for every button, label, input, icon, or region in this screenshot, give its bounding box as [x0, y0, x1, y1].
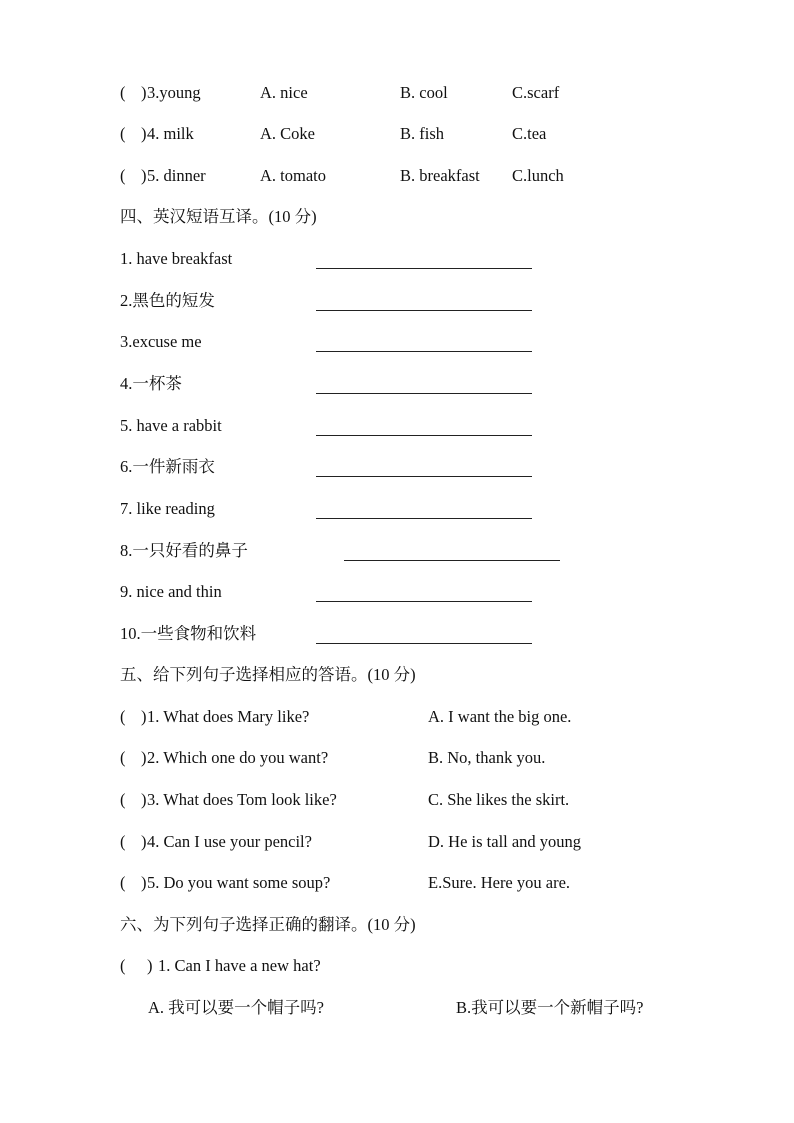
answer-line[interactable]: [316, 435, 532, 436]
option-b: B.我可以要一个新帽子吗?: [456, 998, 644, 1017]
answer-line[interactable]: [316, 476, 532, 477]
answer-paren[interactable]: ( ): [120, 748, 147, 767]
question: 1. Can I have a new hat?: [158, 956, 321, 975]
option-c: C.lunch: [512, 166, 564, 185]
phrase: 2.黑色的短发: [120, 291, 215, 310]
answer-paren[interactable]: ( ): [120, 83, 147, 102]
option-b: B. cool: [400, 83, 448, 102]
answer-option: D. He is tall and young: [428, 832, 582, 851]
phrase: 1. have breakfast: [120, 249, 233, 268]
answer-line[interactable]: [316, 643, 532, 644]
option-a: A. tomato: [260, 166, 326, 185]
answer-paren[interactable]: ( ): [120, 832, 147, 851]
answer-line[interactable]: [316, 601, 532, 602]
question: 4. Can I use your pencil?: [147, 832, 312, 851]
answer-paren[interactable]: ( ): [120, 873, 147, 892]
answer-option: C. She likes the skirt.: [428, 790, 570, 809]
phrase: 10.一些食物和饮料: [120, 624, 257, 643]
phrase: 3.excuse me: [120, 332, 202, 351]
answer-option: A. I want the big one.: [428, 707, 572, 726]
answer-line[interactable]: [316, 518, 532, 519]
option-b: B. breakfast: [400, 166, 480, 185]
phrase: 5. have a rabbit: [120, 416, 222, 435]
answer-paren[interactable]: ( ): [120, 166, 147, 185]
question-word: 4. milk: [147, 124, 194, 143]
option-a: A. Coke: [260, 124, 315, 143]
phrase: 9. nice and thin: [120, 582, 222, 601]
phrase: 4.一杯茶: [120, 374, 182, 393]
phrase: 7. like reading: [120, 499, 215, 518]
section-heading: 六、为下列句子选择正确的翻译。(10 分): [120, 915, 416, 934]
phrase: 6.一件新雨衣: [120, 457, 215, 476]
question-word: 5. dinner: [147, 166, 206, 185]
section-heading: 四、英汉短语互译。(10 分): [120, 207, 317, 226]
answer-paren[interactable]: ( ): [120, 956, 153, 975]
question: 5. Do you want some soup?: [147, 873, 331, 892]
question: 3. What does Tom look like?: [147, 790, 337, 809]
question: 1. What does Mary like?: [147, 707, 310, 726]
answer-line[interactable]: [316, 268, 532, 269]
question-word: 3.young: [147, 83, 201, 102]
question: 2. Which one do you want?: [147, 748, 329, 767]
option-a: A. 我可以要一个帽子吗?: [148, 998, 324, 1017]
answer-paren[interactable]: ( ): [120, 790, 147, 809]
section-heading: 五、给下列句子选择相应的答语。(10 分): [120, 665, 416, 684]
answer-line[interactable]: [344, 560, 560, 561]
answer-option: E.Sure. Here you are.: [428, 873, 571, 892]
option-a: A. nice: [260, 83, 308, 102]
option-b: B. fish: [400, 124, 445, 143]
answer-line[interactable]: [316, 310, 532, 311]
answer-option: B. No, thank you.: [428, 748, 546, 767]
phrase: 8.一只好看的鼻子: [120, 541, 248, 560]
answer-paren[interactable]: ( ): [120, 124, 147, 143]
option-c: C.scarf: [512, 83, 560, 102]
answer-paren[interactable]: ( ): [120, 707, 147, 726]
option-c: C.tea: [512, 124, 547, 143]
answer-line[interactable]: [316, 351, 532, 352]
answer-line[interactable]: [316, 393, 532, 394]
